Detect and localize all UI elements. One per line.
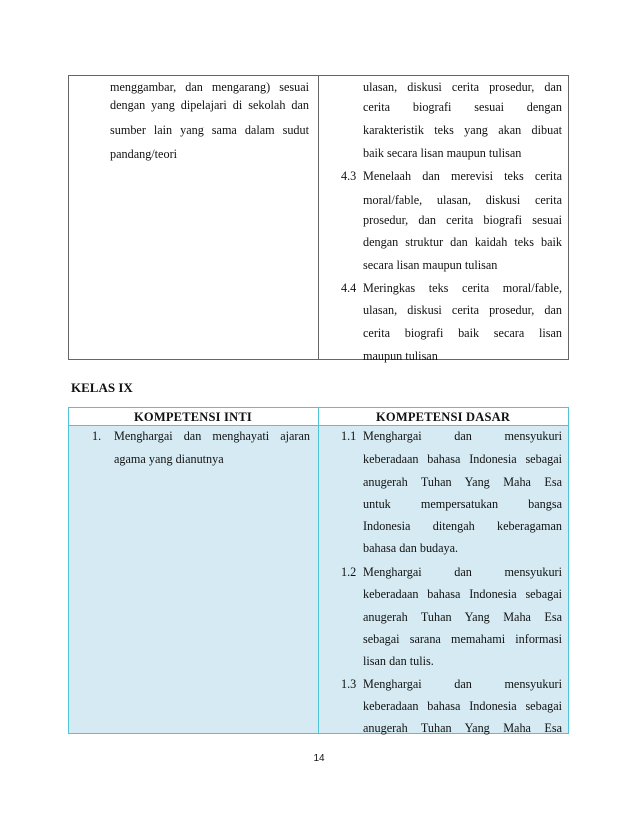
kd-text-line: anugerah Tuhan Yang Maha Esa	[363, 475, 562, 489]
kd-text-line: keberadaan bahasa Indonesia sebagai	[363, 587, 562, 601]
kd-text-line: karakteristik teks yang akan dibuat	[363, 123, 562, 137]
kd-number: 4.3	[341, 169, 357, 183]
kd-text-line: cerita biografi baik secara lisan	[363, 326, 562, 340]
ki-text-line: Menghargai dan menghayati ajaran	[114, 429, 310, 443]
column-divider	[318, 76, 319, 359]
kd-text-line: maupun tulisan	[363, 349, 438, 363]
section-heading: KELAS IX	[71, 380, 133, 395]
kd-text-line: baik secara lisan maupun tulisan	[363, 146, 522, 160]
kd-text-line: moral/fable, ulasan, diskusi cerita	[363, 193, 562, 207]
column-divider	[318, 408, 319, 733]
kd-text-line: Menghargai dan mensyukuri	[363, 429, 562, 443]
kd-text-line: prosedur, dan cerita biografi sesuai	[363, 213, 562, 227]
kd-text-line: anugerah Tuhan Yang Maha Esa	[363, 610, 562, 624]
kd-text-line: Indonesia ditengah keberagaman	[363, 519, 562, 533]
kd-number: 1.2	[341, 565, 357, 579]
kd-text-line: Meringkas teks cerita moral/fable,	[363, 281, 562, 295]
kd-text-line: keberadaan bahasa Indonesia sebagai	[363, 699, 562, 713]
kd-text-line: lisan dan tulis.	[363, 654, 434, 668]
kd-text-line: sebagai sarana memahami informasi	[363, 632, 562, 646]
ki-text-line: agama yang dianutnya	[114, 452, 224, 466]
header-kompetensi-inti: KOMPETENSI INTI	[134, 410, 252, 424]
ki-number: 1.	[92, 429, 102, 443]
kd-text-line: ulasan, diskusi cerita prosedur, dan	[363, 80, 562, 94]
kd-text-line: ulasan, diskusi cerita prosedur, dan	[363, 303, 562, 317]
kd-text-line: secara lisan maupun tulisan	[363, 258, 498, 272]
kd-text-line: bahasa dan budaya.	[363, 541, 459, 555]
kd-text-line: Menghargai dan mensyukuri	[363, 565, 562, 579]
kd-text-line: untuk mempersatukan bangsa	[363, 497, 562, 511]
kd-number: 4.4	[341, 281, 357, 295]
kd-text-line: keberadaan bahasa Indonesia sebagai	[363, 452, 562, 466]
kd-text-line: dengan struktur dan kaidah teks baik	[363, 235, 562, 249]
kd-number: 1.3	[341, 677, 357, 691]
kd-number: 1.1	[341, 429, 357, 443]
ki-text-line: menggambar, dan mengarang) sesuai	[110, 80, 309, 94]
kd-text-line: Menghargai dan mensyukuri	[363, 677, 562, 691]
kd-text-line: Menelaah dan merevisi teks cerita	[363, 169, 562, 183]
ki-text-line: dengan yang dipelajari di sekolah dan	[110, 98, 309, 112]
kd-text-line: anugerah Tuhan Yang Maha Esa	[363, 721, 562, 735]
header-kompetensi-dasar: KOMPETENSI DASAR	[376, 410, 511, 424]
ki-text-line: pandang/teori	[110, 147, 178, 161]
page-number: 14	[313, 753, 325, 764]
kd-text-line: cerita biografi sesuai dengan	[363, 100, 562, 114]
ki-text-line: sumber lain yang sama dalam sudut	[110, 123, 309, 137]
